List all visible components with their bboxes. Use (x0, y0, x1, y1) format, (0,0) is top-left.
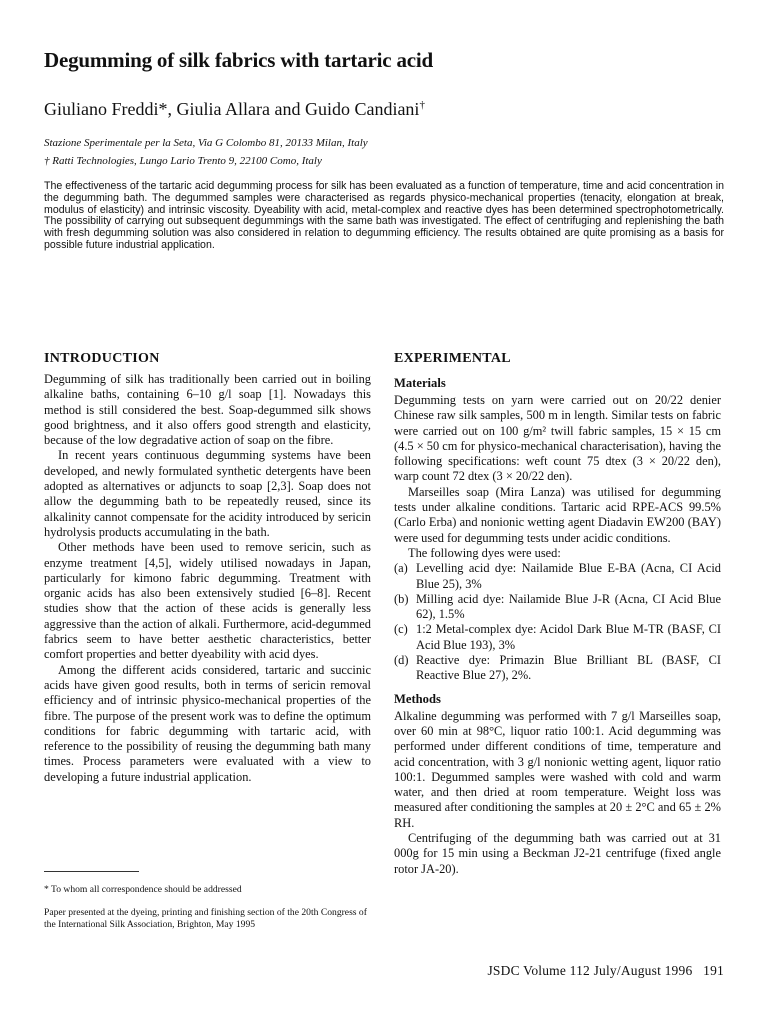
right-column (394, 350, 721, 877)
footnote-conference: Paper presented at the dyeing, printing and finishing section of the 20th Congress of the International Silk Association, Brighton, May 1995 (44, 907, 367, 930)
materials-paragraph-1: Degumming tests on yarn were carried out on 20/22 denier Chinese raw silk samples, 500 m in length. Similar tests on fabric were carried out on 100 g/m² twill fabric samples, 15 × 15 cm (4.5 × 50 cm for physico-mechanical characterisation), having the following specifications: weft count 75 dtex (3 × 20/22 den), warp count 72 dtex (3 × 20/22 den). (394, 393, 721, 484)
dye-text: Reactive dye: Primazin Blue Brilliant BL (BASF, CI Reactive Blue 27), 2%. (416, 653, 721, 683)
dye-label: (b) (394, 591, 409, 606)
paper-title: Degumming of silk fabrics with tartaric acid (44, 48, 433, 72)
methods-heading: Methods (394, 691, 441, 706)
intro-paragraph-3: Other methods have been used to remove sericin, such as enzyme treatment [4,5], widely utilised nowadays in Japan, particularly for kimono fabric degumming. Treatment with organic acids has also been extensively studied [6–8]. Recent studies show that the action of these acids is generally less aggressive than the action of alkali. Furthermore, acid-degummed fabrics seem to have better aesthetic characteristics, better comfort properties and better dyeability with acid dyes. (44, 540, 371, 662)
dagger-mark: † (419, 99, 425, 111)
footnote-correspondence: * To whom all correspondence should be addressed (44, 884, 242, 895)
methods-paragraph-2: Centrifuging of the degumming bath was carried out at 31 000g for 15 min using a Beckman J2-21 centrifuge (fixed angle rotor JA-20). (394, 831, 721, 876)
abstract: The effectiveness of the tartaric acid degumming process for silk has been evaluated as a function of temperature, time and acid concentration in the degumming bath. The degummed samples were characterised as regards physico-mechanical properties (tenacity, elongation at break, modulus of elasticity) and intrinsic viscosity. Dyeability with acid, metal-complex and reactive dyes has been determined spectrophotometrically. The possibility of carrying out subsequent degummings with the same bath was investigated. The effect of centrifuging and replenishing the bath with fresh degumming solution was also considered in relation to degumming efficiency. The results obtained are quite promising as a basis for possible future industrial application. (44, 180, 724, 251)
dye-label: (a) (394, 561, 408, 576)
dye-text: 1:2 Metal-complex dye: Acidol Dark Blue M-TR (BASF, CI Acid Blue 193), 3% (416, 622, 721, 652)
dye-list-item (394, 622, 721, 653)
affiliation-1: Stazione Sperimentale per la Seta, Via G Colombo 81, 20133 Milan, Italy (44, 137, 368, 149)
dye-label: (d) (394, 653, 409, 668)
journal-citation: JSDC Volume 112 July/August 1996 (487, 963, 693, 978)
intro-paragraph-4: Among the different acids considered, tartaric and succinic acids have given good results, both in terms of sericin removal efficiency and of intrinsic physico-mechanical properties of the fibre. The purpose of the present work was to define the optimum conditions for fabric degumming with tartaric acid, with reference to the possibility of reusing the degumming bath many times. Process parameters were evaluated with a view to developing a future industrial application. (44, 662, 371, 784)
journal-footer (487, 962, 724, 980)
dye-text: Levelling acid dye: Nailamide Blue E-BA (Acna, CI Acid Blue 25), 3% (416, 561, 721, 591)
left-column (44, 350, 371, 785)
dye-text: Milling acid dye: Nailamide Blue J-R (Acna, CI Acid Blue 62), 1.5% (416, 591, 721, 622)
dye-label: (c) (394, 622, 408, 637)
author-names: Giuliano Freddi*, Giulia Allara and Guido Candiani (44, 99, 420, 119)
introduction-heading: INTRODUCTION (44, 351, 160, 366)
footnote-rule (44, 871, 139, 872)
dye-list-item (394, 561, 721, 592)
intro-paragraph-1: Degumming of silk has traditionally been carried out in boiling alkaline baths, containing 6–10 g/l soap [1]. Nowadays this method is still considered the best. Soap-degummed silk shows good brightness, and it also offers good strength and elasticity, because of the low degradative action of soap on the fibre. (44, 372, 371, 448)
page-number: 191 (703, 963, 724, 978)
intro-paragraph-2: In recent years continuous degumming systems have been developed, and newly formulated synthetic detergents have been adopted as alternatives or adjuncts to soap [2,3]. Soap does not allow the degumming bath to be repeatedly reused, since its alkalinity cannot compensate for the acidity introduced by sericin hydrolysis products accumulating in the bath. (44, 448, 371, 539)
materials-heading: Materials (394, 376, 446, 390)
dye-list (394, 561, 721, 683)
affiliation-2: † Ratti Technologies, Lungo Lario Trento 9, 22100 Como, Italy (44, 155, 322, 167)
experimental-heading: EXPERIMENTAL (394, 351, 511, 366)
dye-list-item (394, 653, 721, 684)
dye-list-item (394, 592, 721, 623)
materials-paragraph-3: The following dyes were used: (408, 545, 561, 560)
materials-paragraph-2: Marseilles soap (Mira Lanza) was utilised for degumming tests under alkaline conditions. Tartaric acid RPE-ACS 99.5% (Carlo Erba) and nonionic wetting agent Diadavin EW200 (BAY) were used for degumming tests under acidic conditions. (394, 484, 721, 545)
methods-paragraph-1: Alkaline degumming was performed with 7 g/l Marseilles soap, over 60 min at 98°C, liquor ratio 100:1. Acid degumming was performed under different conditions of time, temperature and acid concentration, with 3 g/l nonionic wetting agent, liquor ratio 100:1. Degummed samples were washed with cold and warm water, and then dried at room temperature. Weight loss was measured after conditioning the samples at 20 ± 2°C and 65 ± 2% RH. (394, 708, 721, 830)
author-list (44, 93, 744, 121)
